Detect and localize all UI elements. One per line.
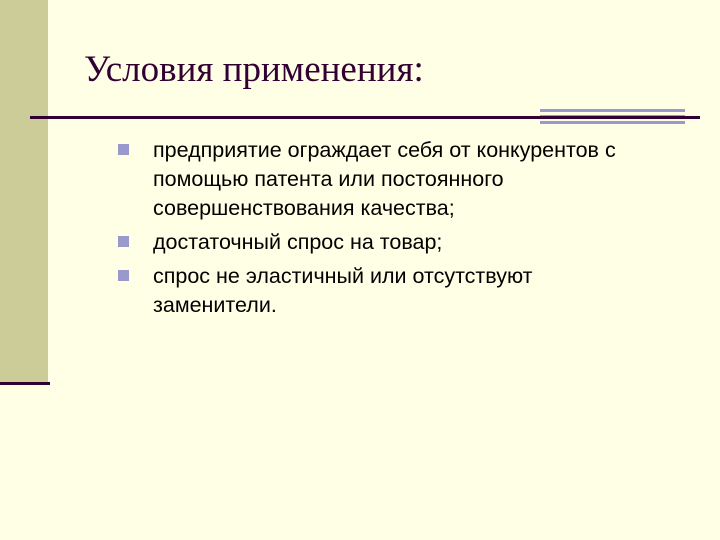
bullet-text: достаточный спрос на товар; (153, 230, 443, 254)
bullet-text: спрос не эластичный или отсутствуют заменители. (153, 264, 533, 317)
bullet-item (116, 262, 656, 320)
slide-title: Условия применения: (84, 49, 424, 90)
decorative-side-bar (0, 0, 48, 383)
square-bullet-icon (118, 144, 129, 155)
bullet-list (116, 136, 656, 325)
title-divider-accent-line (540, 116, 685, 119)
bullet-item (116, 136, 656, 223)
bullet-text: предприятие ограждает себя от конкурентов с помощью патента или постоянного совершенствования качества; (153, 138, 616, 220)
square-bullet-icon (118, 236, 129, 247)
bullet-item (116, 228, 656, 257)
square-bullet-icon (118, 270, 129, 281)
side-bar-underline (0, 382, 50, 385)
